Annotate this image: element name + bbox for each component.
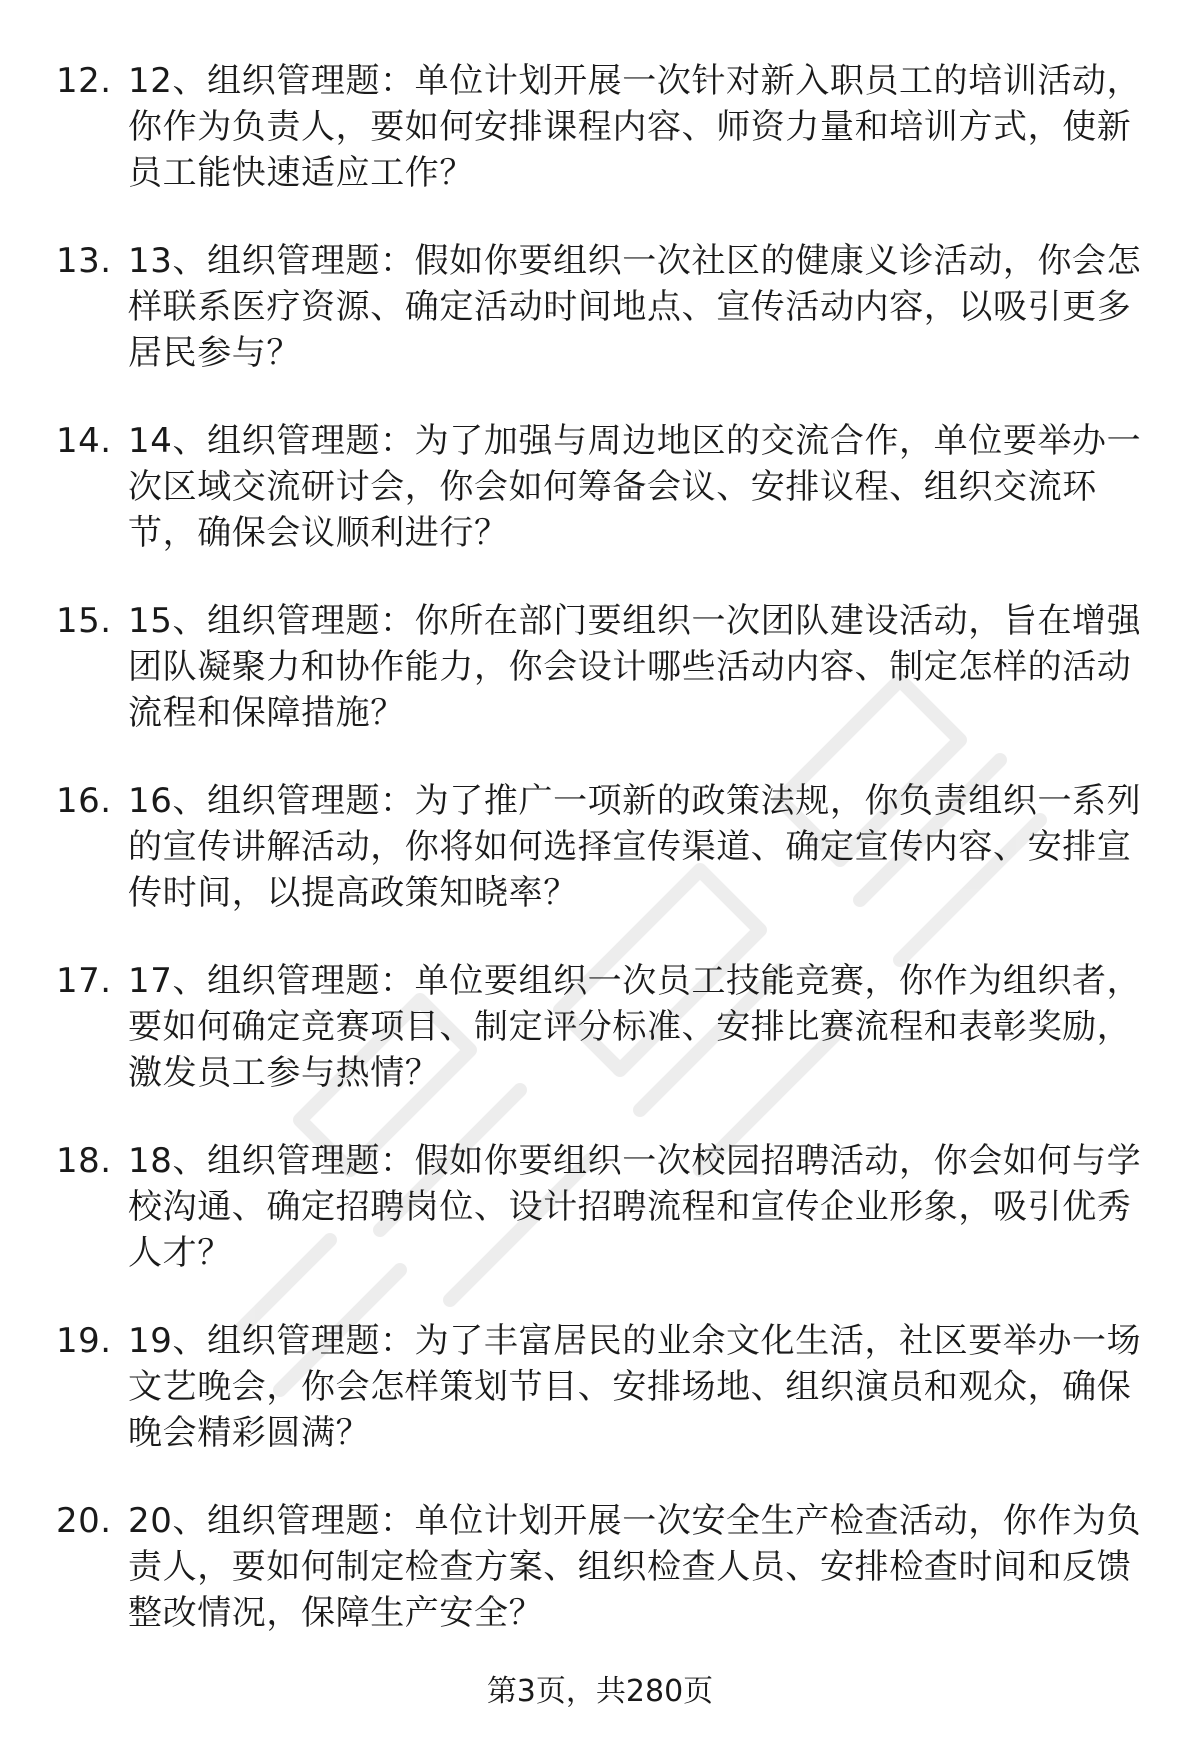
question-number: 15. — [56, 601, 112, 641]
page-footer — [0, 1672, 1200, 1712]
question-number: 14. — [56, 421, 112, 461]
question-list — [0, 58, 1200, 1678]
question-number: 20. — [56, 1501, 112, 1541]
question-number: 16. — [56, 781, 112, 821]
question-text: 20、组织管理题：单位计划开展一次安全生产检查活动，你作为负责人，要如何制定检查方案、组织检查人员、安排检查时间和反馈整改情况，保障生产安全？ — [128, 1501, 1142, 1633]
question-item — [0, 598, 1200, 778]
question-item — [0, 958, 1200, 1138]
question-text: 14、组织管理题：为了加强与周边地区的交流合作，单位要举办一次区域交流研讨会，你会如何筹备会议、安排议程、组织交流环节，确保会议顺利进行？ — [128, 421, 1142, 553]
question-item — [0, 418, 1200, 598]
question-number: 12. — [56, 61, 112, 101]
question-item — [0, 238, 1200, 418]
question-number: 17. — [56, 961, 112, 1001]
page-number-label: 第3页，共280页 — [486, 1674, 714, 1709]
question-text: 18、组织管理题：假如你要组织一次校园招聘活动，你会如何与学校沟通、确定招聘岗位、设计招聘流程和宣传企业形象，吸引优秀人才？ — [128, 1141, 1142, 1273]
question-item — [0, 58, 1200, 238]
question-number: 18. — [56, 1141, 112, 1181]
question-text: 13、组织管理题：假如你要组织一次社区的健康义诊活动，你会怎样联系医疗资源、确定活动时间地点、宣传活动内容，以吸引更多居民参与？ — [128, 241, 1142, 373]
question-text: 19、组织管理题：为了丰富居民的业余文化生活，社区要举办一场文艺晚会，你会怎样策划节目、安排场地、组织演员和观众，确保晚会精彩圆满？ — [128, 1321, 1142, 1453]
question-text: 12、组织管理题：单位计划开展一次针对新入职员工的培训活动，你作为负责人，要如何安排课程内容、师资力量和培训方式，使新员工能快速适应工作？ — [128, 61, 1142, 193]
question-item — [0, 1138, 1200, 1318]
question-item — [0, 1498, 1200, 1678]
question-text: 17、组织管理题：单位要组织一次员工技能竞赛，你作为组织者，要如何确定竞赛项目、制定评分标准、安排比赛流程和表彰奖励，激发员工参与热情？ — [128, 961, 1142, 1093]
question-text: 15、组织管理题：你所在部门要组织一次团队建设活动，旨在增强团队凝聚力和协作能力，你会设计哪些活动内容、制定怎样的活动流程和保障措施？ — [128, 601, 1142, 733]
question-item — [0, 778, 1200, 958]
question-number: 13. — [56, 241, 112, 281]
question-item — [0, 1318, 1200, 1498]
question-number: 19. — [56, 1321, 112, 1361]
question-text: 16、组织管理题：为了推广一项新的政策法规，你负责组织一系列的宣传讲解活动，你将如何选择宣传渠道、确定宣传内容、安排宣传时间，以提高政策知晓率？ — [128, 781, 1142, 913]
